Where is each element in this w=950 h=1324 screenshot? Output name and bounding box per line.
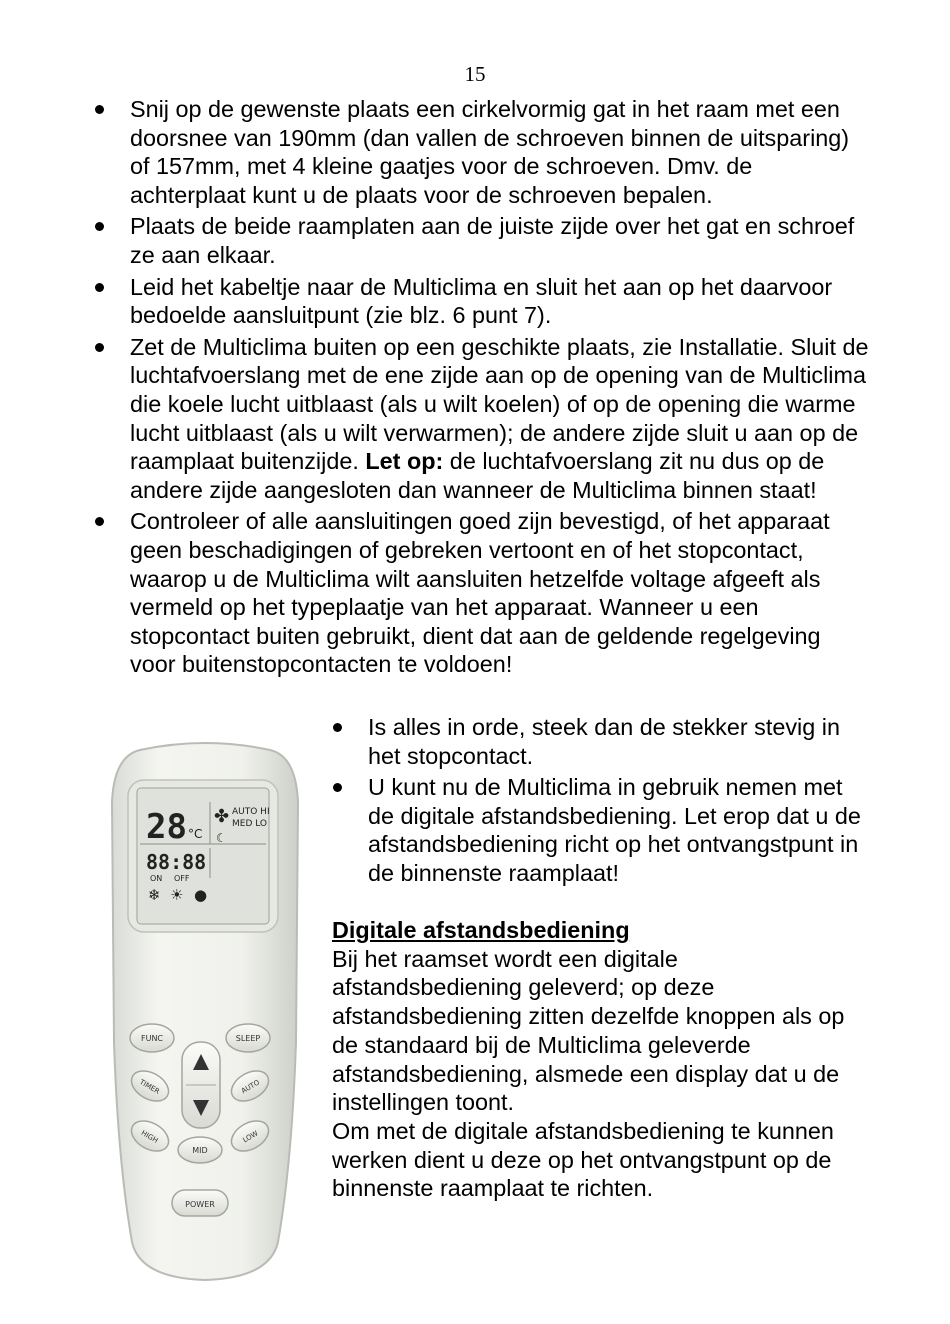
display-fan-icon: ✤	[214, 806, 230, 827]
section-heading: Digitale afstandsbediening	[332, 917, 630, 943]
bullet-icon	[95, 517, 104, 526]
list-item-text: Is alles in orde, steek dan de stekker stevig in het stopcontact.	[368, 714, 840, 769]
list-item-text: Plaats de beide raamplaten aan de juiste zijde over het gat en schroef ze aan elkaar.	[130, 213, 855, 268]
display-snow-icon: ❄	[148, 886, 161, 904]
list-item	[92, 507, 872, 679]
power-button-label: POWER	[185, 1200, 215, 1209]
high-button-label: HIGH	[139, 1128, 160, 1145]
display-mode-bottom: MED LO	[232, 819, 268, 829]
bullet-list-side	[330, 713, 870, 891]
auto-button-label: AUTO	[239, 1078, 262, 1096]
display-moon-icon: ☾	[216, 831, 227, 845]
display-on-label: ON	[150, 874, 163, 883]
bullet-list	[92, 95, 872, 682]
timer-button-label: TIMER	[138, 1077, 161, 1096]
remote-section	[332, 916, 872, 1203]
display-unit: °C	[188, 827, 203, 841]
page-number: 15	[464, 62, 486, 86]
display-timer: 88:88	[146, 850, 207, 874]
mid-button-label: MID	[192, 1146, 208, 1155]
display-sun-icon: ☀	[170, 886, 184, 904]
bullet-icon	[95, 343, 104, 352]
bullet-icon	[333, 723, 342, 732]
warning-label: Let op:	[365, 448, 444, 475]
list-item	[92, 212, 872, 269]
list-item-text: Leid het kabeltje naar de Multiclima en sluit het aan op het daarvoor bedoelde aansluitpunt (zie blz. 6 punt 7).	[130, 273, 833, 329]
list-item	[330, 773, 870, 887]
list-item-text: Snij op de gewenste plaats een cirkelvormig gat in het raam met een doorsnee van 190mm (dan vallen de schroeven binnen de uitsparing) of 157mm, met 4 kleine gaatjes voor de schroeven. Dmv. de achterplaat kunt u de plaats voor de schroeven bepalen.	[130, 96, 850, 208]
display-temperature: 28	[146, 807, 187, 847]
remote-control-image	[100, 742, 310, 1282]
bullet-icon	[333, 783, 342, 792]
list-item-text: de luchtafvoerslang zit nu dus op de andere zijde aangesloten dan wanneer de Multiclima binnen staat!	[130, 448, 825, 503]
list-item	[92, 333, 872, 505]
section-paragraph: Bij het raamset wordt een digitale afstandsbediening geleverd; op deze afstandsbediening zitten dezelfde knoppen als op de standaard bij de Multiclima geleverde afstandsbediening, alsmede een display dat u de instellingen toont.	[332, 945, 845, 1116]
list-item-text: U kunt nu de Multiclima in gebruik nemen met de digitale afstandsbediening. Let erop dat u de afstandsbediening richt op het ontvangstpunt in de binnenste raamplaat!	[368, 774, 861, 886]
low-button-label: LOW	[241, 1129, 260, 1145]
sleep-button-label: SLEEP	[235, 1034, 261, 1043]
func-button-label: FUNC	[140, 1034, 164, 1043]
remote-control-drawing	[100, 742, 310, 1282]
section-paragraph: Om met de digitale afstandsbediening te kunnen werken dient u deze op het ontvangstpunt op de binnenste raamplaat te richten.	[332, 1117, 834, 1202]
list-item-text: Controleer of alle aansluitingen goed zijn bevestigd, of het apparaat geen beschadigingen of gebreken vertoont en of het stopcontact, waarop u de Multiclima wilt aansluiten hetzelfde voltage afgeeft als vermeld op het typeplaatje van het apparaat. Wanneer u een stopcontact buiten gebruikt, dient dat aan de geldende regelgeving voor buitenstopcontacten te voldoen!	[130, 508, 830, 678]
display-drop-icon: ●	[194, 886, 208, 904]
display-off-label: OFF	[174, 874, 190, 883]
bullet-icon	[95, 283, 104, 292]
list-item	[92, 273, 872, 330]
list-item	[92, 95, 872, 209]
bullet-icon	[95, 105, 104, 114]
display-mode-top: AUTO HI	[232, 807, 270, 817]
bullet-icon	[95, 222, 104, 231]
list-item-text: Zet de Multiclima buiten op een geschikte plaats, zie Installatie. Sluit de luchtafvoerslang met de ene zijde aan op de opening van de Multiclima die koele lucht uitblaast (als u wilt koelen) of op de opening die warme lucht uitblaast (als u wilt verwarmen); de andere zijde sluit u aan op de raamplaat buitenzijde.	[130, 333, 869, 475]
list-item	[330, 713, 870, 770]
